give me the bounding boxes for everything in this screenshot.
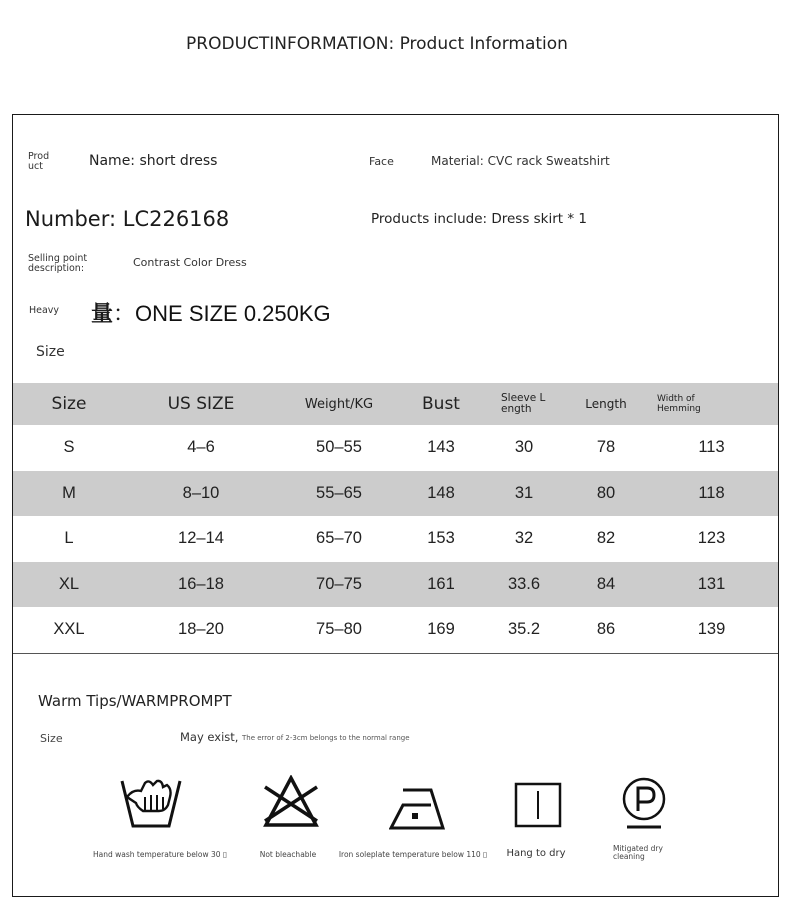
cell-weight: 70–75 [316,574,362,593]
products-include: Products include: Dress skirt * 1 [371,211,588,227]
selling-point-label-line1: Selling point [28,253,88,264]
selling-point-value: Contrast Color Dress [133,256,247,269]
weight-prefix: Heavy [29,305,60,316]
col-header-sleeve-length [481,383,567,425]
col-header-weight: Weight/KG [304,396,374,412]
cell-length: 82 [596,529,616,548]
cell-hemming-width: 113 [698,438,725,457]
size-row-xl [13,562,778,608]
page-title: PRODUCTINFORMATION: Product Information [186,34,568,54]
size-row-xxl [13,607,778,653]
col-header-hemming-width [645,383,778,425]
cell-weight: 65–70 [316,529,362,548]
care-label-dry-clean [613,845,673,861]
col-header-hemming-line2: Hemming [657,404,701,414]
cell-sleeve-length: 30 [514,438,534,457]
col-header-sleeve-line2: ength [501,403,532,415]
col-header-length: Length [585,397,627,411]
cell-hemming-width: 118 [698,483,725,502]
cell-hemming-width: 139 [697,620,726,639]
care-label-hand-wash: Hand wash temperature below 30 ▯ [93,850,228,859]
size-row-m [13,471,778,517]
dry-clean-p-icon [619,777,669,831]
cell-size: L [64,529,74,548]
cell-us-size: 16–18 [178,574,224,593]
tips-error-note: The error of 2-3cm belongs to the normal range [242,734,410,742]
cell-sleeve-length: 31 [514,483,534,502]
care-label-dry-clean-line2: cleaning [613,852,645,861]
cell-length: 78 [596,438,616,457]
weight-colon: ： [113,302,136,327]
cell-size: S [63,438,75,457]
col-header-size: Size [51,394,87,414]
material-prefix: Face [369,155,394,168]
product-name-prefix-line2: uct [28,161,43,172]
cell-size: XL [58,574,80,593]
size-table-header-row [13,383,778,425]
product-material: Material: CVC rack Sweatshirt [431,154,610,168]
col-header-hemming-line1: Width of [657,394,695,404]
product-name: Name: short dress [89,153,218,169]
care-label-iron: Iron soleplate temperature below 110 ▯ [338,850,488,859]
cell-length: 86 [596,620,616,639]
col-header-sleeve-line1: Sleeve L [501,392,546,404]
cell-length: 84 [596,574,616,593]
hang-dry-icon [514,782,562,828]
col-header-us-size: US SIZE [167,394,235,414]
cell-sleeve-length: 35.2 [507,620,541,639]
cell-size: XXL [53,620,85,639]
size-section-label: Size [36,344,65,360]
weight-cjk-char: 量 [91,302,114,327]
selling-point-label [28,254,87,274]
product-number: Number: LC226168 [25,207,230,231]
cell-bust: 148 [427,483,455,502]
cell-bust: 153 [427,529,455,548]
table-bottom-divider [13,653,778,654]
product-name-prefix [28,152,49,172]
cell-bust: 169 [427,620,455,639]
cell-bust: 143 [427,438,455,457]
cell-us-size: 8–10 [182,483,220,502]
product-info-frame [12,114,779,897]
cell-weight: 50–55 [316,438,362,457]
cell-hemming-width: 131 [697,574,726,593]
tips-may-exist: May exist, [180,730,239,744]
cell-hemming-width: 123 [697,529,726,548]
weight-value: ONE SIZE 0.250KG [135,301,331,326]
size-row-s [13,425,778,471]
warm-tips-title: Warm Tips/WARMPROMPT [38,692,232,710]
cell-weight: 55–65 [316,483,362,502]
cell-bust: 161 [427,574,455,593]
cell-size: M [62,483,76,502]
cell-length: 80 [596,483,616,502]
col-header-bust: Bust [422,394,460,414]
no-bleach-icon [262,775,320,829]
size-row-l [13,516,778,562]
selling-point-label-line2: description: [28,263,85,274]
size-table [13,383,778,653]
hand-wash-icon [119,775,183,831]
weight-line [91,297,331,328]
cell-sleeve-length: 33.6 [507,574,541,593]
cell-sleeve-length: 32 [514,529,534,548]
care-label-no-bleach: Not bleachable [259,850,317,859]
iron-low-icon [389,787,445,831]
cell-us-size: 12–14 [178,529,224,548]
cell-us-size: 18–20 [178,620,224,639]
product-name-prefix-line1: Prod [28,151,50,162]
cell-us-size: 4–6 [187,438,215,457]
care-label-hang-dry: Hang to dry [506,848,566,859]
care-label-dry-clean-line1: Mitigated dry [613,844,663,853]
cell-weight: 75–80 [316,620,362,639]
tips-size-label: Size [40,732,63,745]
